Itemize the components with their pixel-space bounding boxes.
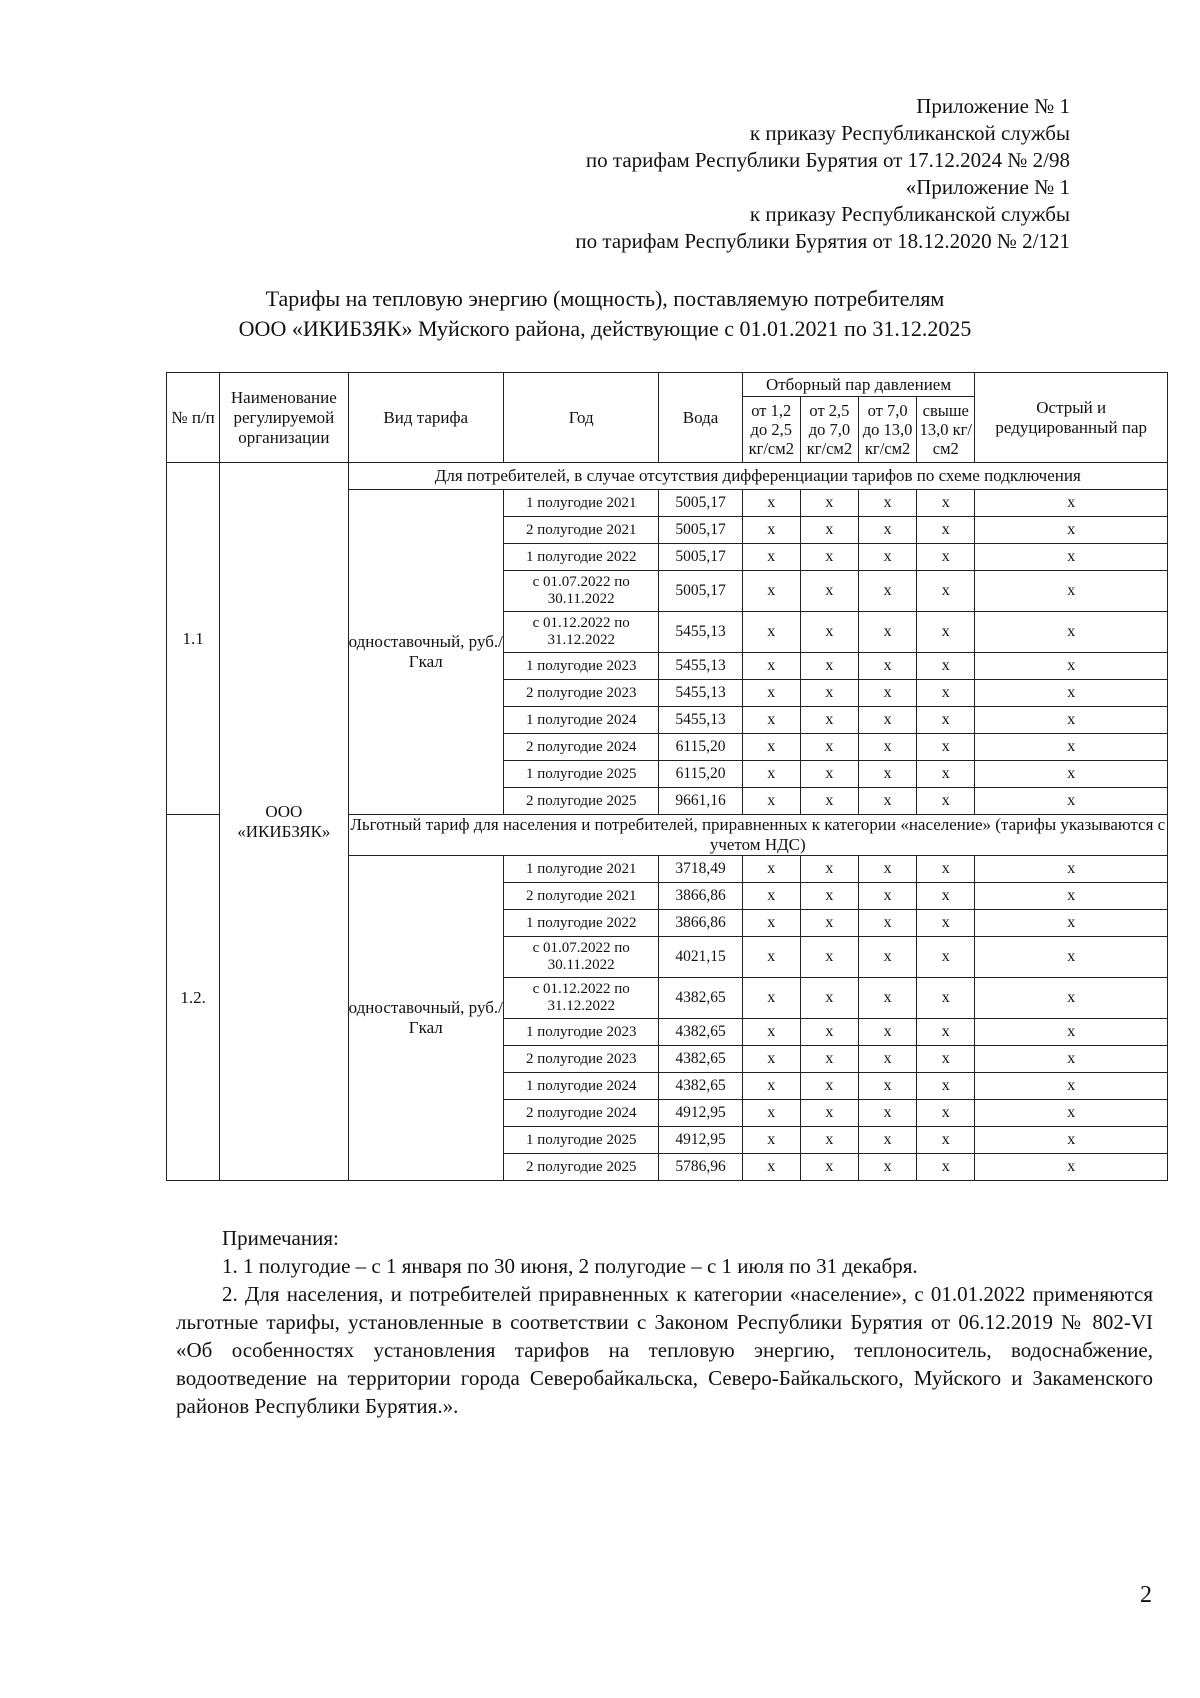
not-applicable-mark: x (917, 707, 975, 734)
not-applicable-mark: x (800, 734, 858, 761)
not-applicable-mark: x (975, 910, 1168, 937)
not-applicable-mark: x (742, 856, 800, 883)
not-applicable-mark: x (742, 517, 800, 544)
water-value: 5005,17 (659, 571, 742, 612)
title-line-2: ООО «ИКИБЗЯК» Муйского района, действующие с 01.01.2021 по 31.12.2025 (238, 316, 972, 341)
section-number: 1.1 (167, 463, 220, 815)
water-value: 4382,65 (659, 1046, 742, 1073)
not-applicable-mark: x (917, 978, 975, 1019)
not-applicable-mark: x (917, 680, 975, 707)
not-applicable-mark: x (917, 1154, 975, 1181)
not-applicable-mark: x (742, 612, 800, 653)
page-number: 2 (1140, 1582, 1152, 1608)
period-cell: 1 полугодие 2022 (503, 910, 658, 937)
water-value: 4382,65 (659, 1073, 742, 1100)
not-applicable-mark: x (800, 707, 858, 734)
period-cell: 2 полугодие 2024 (503, 1100, 658, 1127)
period-cell: 2 полугодие 2021 (503, 517, 658, 544)
period-cell: 2 полугодие 2023 (503, 1046, 658, 1073)
water-value: 3866,86 (659, 910, 742, 937)
not-applicable-mark: x (859, 937, 917, 978)
not-applicable-mark: x (859, 707, 917, 734)
not-applicable-mark: x (859, 1019, 917, 1046)
not-applicable-mark: x (975, 937, 1168, 978)
water-value: 5455,13 (659, 653, 742, 680)
period-cell: с 01.12.2022 по 31.12.2022 (503, 612, 658, 653)
not-applicable-mark: x (800, 544, 858, 571)
not-applicable-mark: x (975, 490, 1168, 517)
water-value: 5786,96 (659, 1154, 742, 1181)
not-applicable-mark: x (800, 978, 858, 1019)
not-applicable-mark: x (800, 937, 858, 978)
not-applicable-mark: x (742, 910, 800, 937)
not-applicable-mark: x (800, 653, 858, 680)
not-applicable-mark: x (742, 1154, 800, 1181)
period-cell: с 01.07.2022 по 30.11.2022 (503, 937, 658, 978)
section-heading: Для потребителей, в случае отсутствия дифференциации тарифов по схеме подключения (348, 463, 1167, 490)
notes-heading: Примечания: (222, 1226, 339, 1250)
not-applicable-mark: x (859, 544, 917, 571)
not-applicable-mark: x (800, 910, 858, 937)
header-steam-1: от 1,2 до 2,5 кг/см2 (742, 397, 800, 463)
not-applicable-mark: x (800, 1046, 858, 1073)
not-applicable-mark: x (975, 883, 1168, 910)
table-body (167, 463, 1168, 1181)
period-cell: с 01.12.2022 по 31.12.2022 (503, 978, 658, 1019)
not-applicable-mark: x (975, 1127, 1168, 1154)
not-applicable-mark: x (975, 1100, 1168, 1127)
not-applicable-mark: x (859, 612, 917, 653)
not-applicable-mark: x (975, 707, 1168, 734)
header-steam-4: свыше 13,0 кг/см2 (917, 397, 975, 463)
not-applicable-mark: x (742, 1073, 800, 1100)
not-applicable-mark: x (859, 910, 917, 937)
not-applicable-mark: x (859, 1100, 917, 1127)
water-value: 5005,17 (659, 517, 742, 544)
not-applicable-mark: x (975, 788, 1168, 815)
not-applicable-mark: x (742, 571, 800, 612)
period-cell: 1 полугодие 2025 (503, 761, 658, 788)
not-applicable-mark: x (917, 1073, 975, 1100)
not-applicable-mark: x (800, 788, 858, 815)
not-applicable-mark: x (975, 1046, 1168, 1073)
not-applicable-mark: x (742, 883, 800, 910)
tariff-type: одноставочный, руб./Гкал (348, 490, 503, 815)
not-applicable-mark: x (917, 883, 975, 910)
not-applicable-mark: x (917, 761, 975, 788)
not-applicable-mark: x (859, 680, 917, 707)
not-applicable-mark: x (917, 734, 975, 761)
not-applicable-mark: x (859, 1046, 917, 1073)
header-organization: Наименование регулируемой организации (220, 373, 348, 463)
tariff-table (166, 372, 1168, 1181)
not-applicable-mark: x (800, 856, 858, 883)
not-applicable-mark: x (975, 517, 1168, 544)
header-sharp-steam: Острый и редуцированный пар (975, 373, 1168, 463)
not-applicable-mark: x (800, 883, 858, 910)
section-number: 1.2. (167, 815, 220, 1181)
header-line: Приложение № 1 (916, 94, 1070, 118)
water-value: 5455,13 (659, 680, 742, 707)
period-cell: 1 полугодие 2021 (503, 490, 658, 517)
not-applicable-mark: x (742, 707, 800, 734)
period-cell: 1 полугодие 2022 (503, 544, 658, 571)
period-cell: 1 полугодие 2025 (503, 1127, 658, 1154)
not-applicable-mark: x (800, 1127, 858, 1154)
not-applicable-mark: x (742, 788, 800, 815)
header-tariff-type: Вид тарифа (348, 373, 503, 463)
period-cell: 2 полугодие 2023 (503, 680, 658, 707)
not-applicable-mark: x (742, 734, 800, 761)
not-applicable-mark: x (975, 571, 1168, 612)
not-applicable-mark: x (917, 856, 975, 883)
not-applicable-mark: x (742, 544, 800, 571)
period-cell: 1 полугодие 2024 (503, 1073, 658, 1100)
not-applicable-mark: x (800, 1100, 858, 1127)
not-applicable-mark: x (800, 612, 858, 653)
period-cell: 1 полугодие 2024 (503, 707, 658, 734)
not-applicable-mark: x (742, 1127, 800, 1154)
period-cell: 2 полугодие 2025 (503, 788, 658, 815)
header-line: «Приложение № 1 (905, 175, 1070, 199)
water-value: 4382,65 (659, 978, 742, 1019)
period-cell: 1 полугодие 2021 (503, 856, 658, 883)
not-applicable-mark: x (917, 517, 975, 544)
not-applicable-mark: x (975, 612, 1168, 653)
document-title (170, 284, 1040, 344)
header-steam-2: от 2,5 до 7,0 кг/см2 (800, 397, 858, 463)
not-applicable-mark: x (917, 612, 975, 653)
not-applicable-mark: x (742, 680, 800, 707)
water-value: 5005,17 (659, 544, 742, 571)
water-value: 5005,17 (659, 490, 742, 517)
period-cell: 1 полугодие 2023 (503, 1019, 658, 1046)
water-value: 6115,20 (659, 761, 742, 788)
not-applicable-mark: x (917, 571, 975, 612)
organization-name: ООО «ИКИБЗЯК» (220, 463, 348, 1181)
section-heading: Льготный тариф для населения и потребителей, приравненных к категории «население» (тарифы указываются с учетом НДС) (348, 815, 1167, 856)
not-applicable-mark: x (917, 490, 975, 517)
not-applicable-mark: x (742, 1046, 800, 1073)
not-applicable-mark: x (742, 1019, 800, 1046)
water-value: 9661,16 (659, 788, 742, 815)
not-applicable-mark: x (859, 883, 917, 910)
water-value: 4912,95 (659, 1100, 742, 1127)
header-year: Год (503, 373, 658, 463)
not-applicable-mark: x (975, 653, 1168, 680)
not-applicable-mark: x (859, 978, 917, 1019)
not-applicable-mark: x (800, 490, 858, 517)
note-item-1: 1. 1 полугодие – с 1 января по 30 июня, 2 полугодие – с 1 июля по 31 декабря. (222, 1254, 918, 1278)
not-applicable-mark: x (917, 1100, 975, 1127)
not-applicable-mark: x (917, 1046, 975, 1073)
section-heading-row (167, 463, 1168, 490)
not-applicable-mark: x (917, 910, 975, 937)
not-applicable-mark: x (800, 761, 858, 788)
not-applicable-mark: x (859, 1154, 917, 1181)
not-applicable-mark: x (742, 978, 800, 1019)
not-applicable-mark: x (859, 517, 917, 544)
not-applicable-mark: x (917, 544, 975, 571)
document-header (575, 93, 1070, 255)
header-line: по тарифам Республики Бурятия от 18.12.2020 № 2/121 (575, 229, 1070, 253)
not-applicable-mark: x (742, 1100, 800, 1127)
not-applicable-mark: x (800, 571, 858, 612)
header-number: № п/п (167, 373, 220, 463)
not-applicable-mark: x (742, 761, 800, 788)
not-applicable-mark: x (859, 1127, 917, 1154)
not-applicable-mark: x (859, 788, 917, 815)
water-value: 5455,13 (659, 612, 742, 653)
tariff-type: одноставочный, руб./Гкал (348, 856, 503, 1181)
not-applicable-mark: x (859, 571, 917, 612)
not-applicable-mark: x (917, 1019, 975, 1046)
not-applicable-mark: x (917, 653, 975, 680)
header-steam: Отборный пар давлением (742, 373, 975, 397)
header-line: по тарифам Республики Бурятия от 17.12.2024 № 2/98 (585, 148, 1070, 172)
title-line-1: Тарифы на тепловую энергию (мощность), поставляемую потребителям (265, 286, 945, 311)
notes (176, 1224, 1153, 1420)
water-value: 4021,15 (659, 937, 742, 978)
not-applicable-mark: x (917, 788, 975, 815)
not-applicable-mark: x (800, 1154, 858, 1181)
not-applicable-mark: x (742, 937, 800, 978)
not-applicable-mark: x (800, 1073, 858, 1100)
not-applicable-mark: x (917, 1127, 975, 1154)
not-applicable-mark: x (917, 937, 975, 978)
period-cell: с 01.07.2022 по 30.11.2022 (503, 571, 658, 612)
not-applicable-mark: x (975, 856, 1168, 883)
period-cell: 1 полугодие 2023 (503, 653, 658, 680)
note-item-2: 2. Для населения, и потребителей приравненных к категории «население», с 01.01.2022 применяются льготные тарифы, установленные в соответствии с Законом Республики Бурятия от 06.12.2019 № 802-VI «Об особенностях установления тарифов на тепловую энергию, теплоноситель, водоснабжение, водоотведение на территории города Северобайкальска, Северо-Байкальского, Муйского и Закаменского районов Республики Бурятия.». (176, 1282, 1153, 1418)
not-applicable-mark: x (975, 1154, 1168, 1181)
water-value: 5455,13 (659, 707, 742, 734)
header-line: к приказу Республиканской службы (749, 121, 1070, 145)
not-applicable-mark: x (742, 653, 800, 680)
not-applicable-mark: x (975, 1019, 1168, 1046)
not-applicable-mark: x (859, 1073, 917, 1100)
not-applicable-mark: x (859, 856, 917, 883)
not-applicable-mark: x (859, 653, 917, 680)
period-cell: 2 полугодие 2021 (503, 883, 658, 910)
not-applicable-mark: x (975, 680, 1168, 707)
period-cell: 2 полугодие 2024 (503, 734, 658, 761)
not-applicable-mark: x (975, 1073, 1168, 1100)
not-applicable-mark: x (800, 680, 858, 707)
not-applicable-mark: x (975, 978, 1168, 1019)
not-applicable-mark: x (800, 1019, 858, 1046)
not-applicable-mark: x (975, 734, 1168, 761)
not-applicable-mark: x (975, 544, 1168, 571)
header-water: Вода (659, 373, 742, 463)
not-applicable-mark: x (859, 490, 917, 517)
header-steam-3: от 7,0 до 13,0 кг/см2 (859, 397, 917, 463)
not-applicable-mark: x (742, 490, 800, 517)
not-applicable-mark: x (975, 761, 1168, 788)
period-cell: 2 полугодие 2025 (503, 1154, 658, 1181)
water-value: 3718,49 (659, 856, 742, 883)
water-value: 6115,20 (659, 734, 742, 761)
not-applicable-mark: x (859, 761, 917, 788)
water-value: 4382,65 (659, 1019, 742, 1046)
water-value: 4912,95 (659, 1127, 742, 1154)
water-value: 3866,86 (659, 883, 742, 910)
not-applicable-mark: x (800, 517, 858, 544)
not-applicable-mark: x (859, 734, 917, 761)
header-line: к приказу Республиканской службы (749, 202, 1070, 226)
